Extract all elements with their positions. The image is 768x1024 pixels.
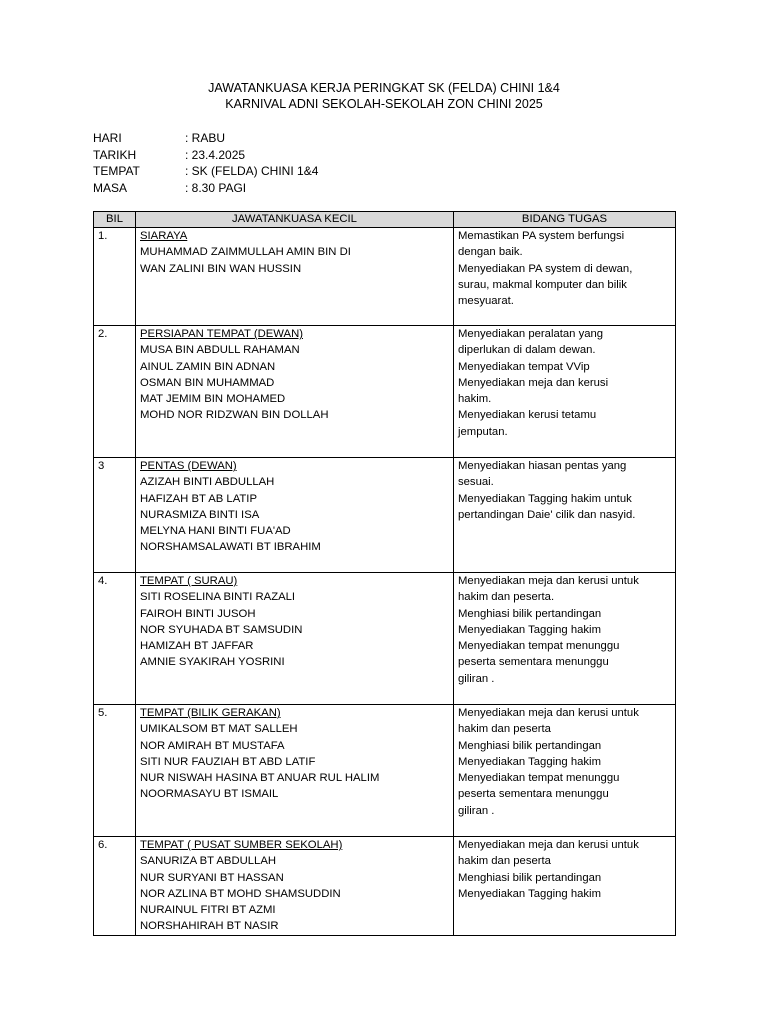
- row-number: 6.: [94, 837, 136, 936]
- info-row: [93, 163, 318, 180]
- info-key: MASA: [93, 180, 128, 195]
- member-name: AINUL ZAMIN BIN ADNAN: [140, 360, 276, 373]
- doc-title-line-2: KARNIVAL ADNI SEKOLAH-SEKOLAH ZON CHINI 2025: [225, 97, 543, 111]
- member-name: NUR SURYANI BT HASSAN: [140, 871, 284, 884]
- task-line: giliran .: [458, 804, 495, 817]
- task-line: Menyediakan Tagging hakim untuk: [458, 492, 632, 505]
- task-cell: [454, 705, 676, 837]
- member-name: SITI ROSELINA BINTI RAZALI: [140, 591, 296, 604]
- task-line: Menyediakan meja dan kerusi untuk: [458, 839, 639, 851]
- member-name: FAIROH BINTI JUSOH: [140, 607, 256, 620]
- member-name: MUHAMMAD ZAIMMULLAH AMIN BIN DI: [140, 246, 351, 259]
- task-line: hakim dan peserta: [458, 723, 551, 736]
- committee-cell: [136, 228, 454, 326]
- table-row: [94, 837, 676, 936]
- task-line: Menyediakan hiasan pentas yang: [458, 460, 627, 472]
- info-value: : 8.30 PAGI: [185, 180, 247, 195]
- committee-cell: [136, 837, 454, 936]
- task-line: dengan baik.: [458, 246, 523, 259]
- member-name: NURASMIZA BINTI ISA: [140, 508, 260, 521]
- task-line: Menyediakan meja dan kerusi untuk: [458, 707, 639, 719]
- task-line: Menghiasi bilik pertandingan: [458, 739, 602, 752]
- member-name: SITI NUR FAUZIAH BT ABD LATIF: [140, 755, 316, 768]
- row-number: 2.: [94, 326, 136, 458]
- task-line: jemputan.: [458, 425, 508, 438]
- member-name: NORSHAHIRAH BT NASIR: [140, 920, 279, 933]
- committee-name: SIARAYA: [140, 230, 188, 242]
- task-line: Menyediakan Tagging hakim: [458, 755, 601, 768]
- task-line: Menyediakan meja dan kerusi: [458, 376, 609, 389]
- task-line: Memastikan PA system berfungsi: [458, 230, 625, 242]
- header-bil: BIL: [94, 212, 136, 228]
- member-name: AMNIE SYAKIRAH YOSRINI: [140, 656, 285, 669]
- task-line: Menyediakan Tagging hakim: [458, 887, 601, 900]
- member-name: NUR NISWAH HASINA BT ANUAR RUL HALIM: [140, 772, 380, 785]
- member-name: MELYNA HANI BINTI FUA'AD: [140, 525, 291, 538]
- info-row: [93, 180, 318, 197]
- member-name: SANURIZA BT ABDULLAH: [140, 855, 277, 868]
- member-name: HAFIZAH BT AB LATIP: [140, 492, 257, 505]
- task-cell: [454, 326, 676, 458]
- member-name: NOR AMIRAH BT MUSTAFA: [140, 739, 285, 752]
- row-number: 3: [94, 458, 136, 573]
- event-info: [93, 130, 318, 196]
- member-name: HAMIZAH BT JAFFAR: [140, 640, 254, 653]
- member-name: NOR SYUHADA BT SAMSUDIN: [140, 623, 303, 636]
- member-name: NOORMASAYU BT ISMAIL: [140, 788, 279, 801]
- task-line: Menghiasi bilik pertandingan: [458, 871, 602, 884]
- task-line: Menyediakan meja dan kerusi untuk: [458, 575, 639, 587]
- task-line: diperlukan di dalam dewan.: [458, 344, 596, 357]
- info-value: : RABU: [185, 131, 226, 145]
- member-name: OSMAN BIN MUHAMMAD: [140, 376, 275, 389]
- task-cell: [454, 458, 676, 573]
- info-value: : SK (FELDA) CHINI 1&4: [185, 164, 319, 178]
- row-number: 4.: [94, 573, 136, 705]
- info-key: HARI: [93, 131, 122, 145]
- member-name: NURAINUL FITRI BT AZMI: [140, 904, 276, 917]
- doc-title-line-1: JAWATANKUASA KERJA PERINGKAT SK (FELDA) CHINI 1&4: [208, 81, 560, 95]
- member-name: MAT JEMIM BIN MOHAMED: [140, 393, 286, 406]
- task-line: surau, makmal komputer dan bilik: [458, 278, 627, 291]
- row-number: 5.: [94, 705, 136, 837]
- committee-name: TEMPAT ( PUSAT SUMBER SEKOLAH): [140, 839, 343, 851]
- committee-cell: [136, 573, 454, 705]
- task-line: Menghiasi bilik pertandingan: [458, 607, 602, 620]
- table-row: [94, 228, 676, 326]
- member-name: NOR AZLINA BT MOHD SHAMSUDDIN: [140, 887, 341, 900]
- task-line: pertandingan Daie' cilik dan nasyid.: [458, 508, 636, 521]
- task-line: Menyediakan kerusi tetamu: [458, 409, 597, 422]
- committee-cell: [136, 326, 454, 458]
- member-name: MUSA BIN ABDULL RAHAMAN: [140, 344, 300, 357]
- header-jawatankuasa: JAWATANKUASA KECIL: [136, 212, 454, 228]
- task-cell: [454, 228, 676, 326]
- task-line: Menyediakan tempat menunggu: [458, 640, 620, 653]
- task-line: Menyediakan tempat menunggu: [458, 772, 620, 785]
- task-line: mesyuarat.: [458, 295, 514, 308]
- task-line: giliran .: [458, 672, 495, 685]
- task-line: peserta sementara menunggu: [458, 656, 609, 669]
- table-row: [94, 458, 676, 573]
- committee-cell: [136, 458, 454, 573]
- info-row: [93, 130, 318, 147]
- table-row: [94, 326, 676, 458]
- committee-cell: [136, 705, 454, 837]
- task-cell: [454, 573, 676, 705]
- info-value: : 23.4.2025: [185, 147, 246, 162]
- task-line: Menyediakan PA system di dewan,: [458, 262, 633, 275]
- committee-name: PERSIAPAN TEMPAT (DEWAN): [140, 328, 303, 340]
- committee-table: [93, 211, 676, 936]
- task-line: peserta sementara menunggu: [458, 788, 609, 801]
- committee-name: PENTAS (DEWAN): [140, 460, 237, 472]
- task-line: hakim dan peserta: [458, 855, 551, 868]
- table-header-row: [94, 212, 676, 228]
- member-name: AZIZAH BINTI ABDULLAH: [140, 476, 275, 489]
- member-name: WAN ZALINI BIN WAN HUSSIN: [140, 262, 302, 275]
- info-key: TEMPAT: [93, 164, 140, 178]
- task-line: Menyediakan Tagging hakim: [458, 623, 601, 636]
- task-line: sesuai.: [458, 476, 494, 489]
- table-row: [94, 705, 676, 837]
- info-row: [93, 147, 318, 164]
- task-line: hakim dan peserta.: [458, 591, 555, 604]
- task-cell: [454, 837, 676, 936]
- info-key: TARIKH: [93, 147, 137, 162]
- committee-name: TEMPAT ( SURAU): [140, 575, 238, 587]
- task-line: hakim.: [458, 393, 492, 406]
- member-name: MOHD NOR RIDZWAN BIN DOLLAH: [140, 409, 329, 422]
- member-name: UMIKALSOM BT MAT SALLEH: [140, 723, 298, 736]
- row-number: 1.: [94, 228, 136, 326]
- task-line: Menyediakan peralatan yang: [458, 328, 604, 340]
- member-name: NORSHAMSALAWATI BT IBRAHIM: [140, 541, 321, 554]
- table-row: [94, 573, 676, 705]
- task-line: Menyediakan tempat VVip: [458, 360, 590, 373]
- header-bidang-tugas: BIDANG TUGAS: [454, 212, 676, 228]
- committee-name: TEMPAT (BILIK GERAKAN): [140, 707, 281, 719]
